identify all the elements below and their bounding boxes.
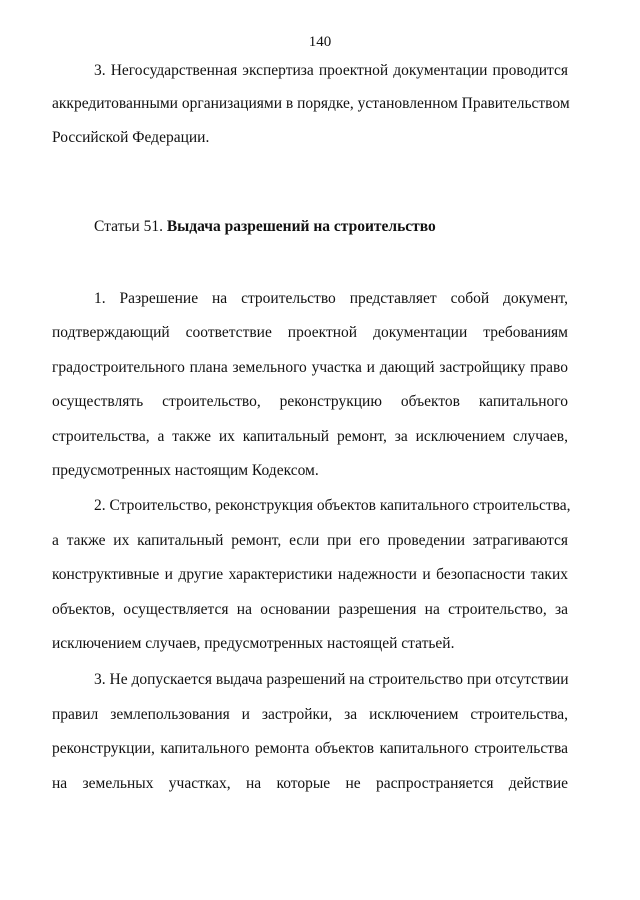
text-line: 1. Разрешение на строительство представляет собой документ, xyxy=(94,290,568,307)
text-line: 2. Строительство, реконструкция объектов капитального строительства, xyxy=(94,497,571,514)
text-line: Российской Федерации. xyxy=(52,129,210,146)
text-line: реконструкции, капитального ремонта объектов капитального строительства xyxy=(52,740,568,757)
text-line: подтверждающий соответствие проектной документации требованиям xyxy=(52,324,568,341)
text-line: предусмотренных настоящим Кодексом. xyxy=(52,462,319,479)
text-line: конструктивные и другие характеристики надежности и безопасности таких xyxy=(52,566,568,583)
text-line: градостроительного плана земельного участка и дающий застройщику право xyxy=(52,359,568,376)
text-line: строительства, а также их капитальный ремонт, за исключением случаев, xyxy=(52,428,568,445)
article-heading xyxy=(94,218,568,236)
text-line: объектов, осуществляется на основании разрешения на строительство, за xyxy=(52,601,568,618)
text-line: аккредитованными организациями в порядке, установленном Правительством xyxy=(52,95,570,112)
text-line: а также их капитальный ремонт, если при его проведении затрагиваются xyxy=(52,532,568,549)
text-line: на земельных участках, на которые не распространяется действие xyxy=(52,775,568,792)
page-number: 140 xyxy=(308,34,332,50)
text-line: 3. Негосударственная экспертиза проектной документации проводится xyxy=(94,62,568,79)
text-line: правил землепользования и застройки, за исключением строительства, xyxy=(52,706,568,723)
text-line: 3. Не допускается выдача разрешений на строительство при отсутствии xyxy=(94,671,569,688)
text-line: исключением случаев, предусмотренных настоящей статьей. xyxy=(52,635,455,652)
article-heading-prefix: Статьи 51. xyxy=(94,218,163,235)
text-line: осуществлять строительство, реконструкцию объектов капитального xyxy=(52,393,568,410)
article-heading-title: Выдача разрешений на строительство xyxy=(166,218,436,235)
